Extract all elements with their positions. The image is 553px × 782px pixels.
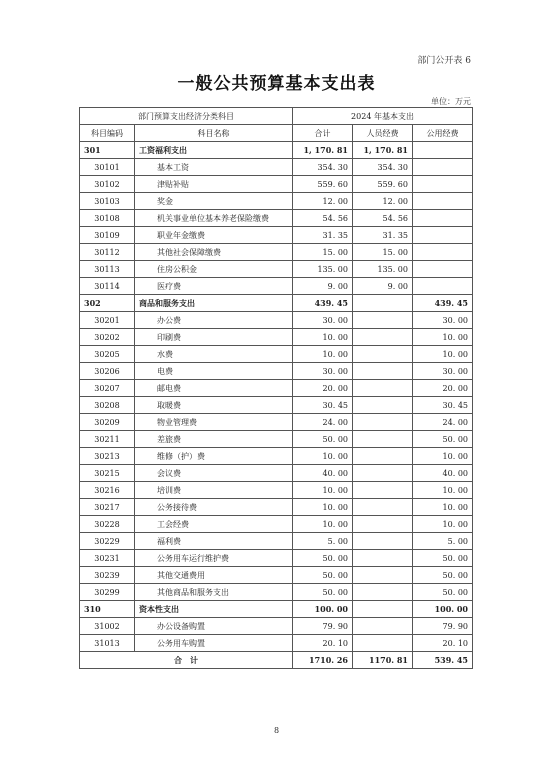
table-row bbox=[80, 346, 473, 363]
row-code: 30209 bbox=[80, 414, 135, 431]
table-row bbox=[80, 244, 473, 261]
table-row bbox=[80, 312, 473, 329]
table-row bbox=[80, 329, 473, 346]
row-public: 50. 00 bbox=[413, 567, 473, 584]
table-row bbox=[80, 584, 473, 601]
row-code: 310 bbox=[80, 601, 135, 618]
row-name: 取暖费 bbox=[135, 397, 293, 414]
row-name: 商品和服务支出 bbox=[135, 295, 293, 312]
row-total: 54. 56 bbox=[293, 210, 353, 227]
page-number: 8 bbox=[273, 726, 280, 735]
table-row bbox=[80, 227, 473, 244]
row-personnel: 1, 170. 81 bbox=[353, 142, 413, 159]
header-name: 科目名称 bbox=[135, 125, 293, 142]
row-public: 439. 45 bbox=[413, 295, 473, 312]
table-row bbox=[80, 618, 473, 635]
row-personnel bbox=[353, 397, 413, 414]
row-total: 50. 00 bbox=[293, 431, 353, 448]
row-personnel bbox=[353, 414, 413, 431]
row-public: 40. 00 bbox=[413, 465, 473, 482]
row-total: 439. 45 bbox=[293, 295, 353, 312]
row-code: 30231 bbox=[80, 550, 135, 567]
row-personnel bbox=[353, 448, 413, 465]
row-code: 30113 bbox=[80, 261, 135, 278]
row-name: 住房公积金 bbox=[135, 261, 293, 278]
row-personnel bbox=[353, 567, 413, 584]
unit-label: 单位：万元 bbox=[431, 97, 471, 106]
row-personnel: 559. 60 bbox=[353, 176, 413, 193]
row-personnel bbox=[353, 550, 413, 567]
row-code: 30109 bbox=[80, 227, 135, 244]
row-total: 40. 00 bbox=[293, 465, 353, 482]
table-row bbox=[80, 261, 473, 278]
row-total: 9. 00 bbox=[293, 278, 353, 295]
row-name: 培训费 bbox=[135, 482, 293, 499]
row-code: 302 bbox=[80, 295, 135, 312]
table-row bbox=[80, 414, 473, 431]
row-name: 差旅费 bbox=[135, 431, 293, 448]
row-name: 邮电费 bbox=[135, 380, 293, 397]
row-code: 30208 bbox=[80, 397, 135, 414]
row-personnel bbox=[353, 431, 413, 448]
row-personnel bbox=[353, 635, 413, 652]
table-row bbox=[80, 601, 473, 618]
row-name: 水费 bbox=[135, 346, 293, 363]
header-row-group bbox=[80, 108, 473, 125]
row-total: 10. 00 bbox=[293, 346, 353, 363]
row-personnel bbox=[353, 533, 413, 550]
row-public: 20. 10 bbox=[413, 635, 473, 652]
row-public bbox=[413, 159, 473, 176]
header-public: 公用经费 bbox=[413, 125, 473, 142]
total-label: 合 计 bbox=[80, 652, 293, 669]
row-name: 电费 bbox=[135, 363, 293, 380]
row-public bbox=[413, 278, 473, 295]
row-personnel bbox=[353, 499, 413, 516]
total-sum: 1710. 26 bbox=[293, 652, 353, 669]
row-personnel bbox=[353, 363, 413, 380]
row-total: 20. 00 bbox=[293, 380, 353, 397]
row-personnel: 31. 35 bbox=[353, 227, 413, 244]
row-name: 职业年金缴费 bbox=[135, 227, 293, 244]
table-row bbox=[80, 278, 473, 295]
row-code: 30239 bbox=[80, 567, 135, 584]
row-name: 医疗费 bbox=[135, 278, 293, 295]
row-code: 30217 bbox=[80, 499, 135, 516]
row-code: 30229 bbox=[80, 533, 135, 550]
row-code: 301 bbox=[80, 142, 135, 159]
table-row bbox=[80, 499, 473, 516]
row-personnel bbox=[353, 584, 413, 601]
row-code: 30211 bbox=[80, 431, 135, 448]
row-name: 工资福利支出 bbox=[135, 142, 293, 159]
row-name: 机关事业单位基本养老保险缴费 bbox=[135, 210, 293, 227]
row-public bbox=[413, 176, 473, 193]
total-row bbox=[80, 652, 473, 669]
row-code: 30201 bbox=[80, 312, 135, 329]
row-code: 30213 bbox=[80, 448, 135, 465]
table-row bbox=[80, 363, 473, 380]
table-row bbox=[80, 210, 473, 227]
row-personnel bbox=[353, 618, 413, 635]
page-title: 一般公共预算基本支出表 bbox=[177, 74, 376, 94]
row-total: 50. 00 bbox=[293, 550, 353, 567]
table-row bbox=[80, 159, 473, 176]
row-total: 1, 170. 81 bbox=[293, 142, 353, 159]
row-public: 20. 00 bbox=[413, 380, 473, 397]
row-code: 30228 bbox=[80, 516, 135, 533]
row-code: 30299 bbox=[80, 584, 135, 601]
row-total: 10. 00 bbox=[293, 448, 353, 465]
row-name: 津贴补贴 bbox=[135, 176, 293, 193]
row-total: 30. 00 bbox=[293, 363, 353, 380]
row-name: 其他交通费用 bbox=[135, 567, 293, 584]
row-code: 30205 bbox=[80, 346, 135, 363]
row-name: 维修（护）费 bbox=[135, 448, 293, 465]
table-row bbox=[80, 516, 473, 533]
row-name: 印刷费 bbox=[135, 329, 293, 346]
row-public bbox=[413, 261, 473, 278]
row-personnel: 9. 00 bbox=[353, 278, 413, 295]
row-code: 30103 bbox=[80, 193, 135, 210]
row-public: 79. 90 bbox=[413, 618, 473, 635]
table-row bbox=[80, 635, 473, 652]
row-name: 其他商品和服务支出 bbox=[135, 584, 293, 601]
row-public bbox=[413, 227, 473, 244]
row-name: 其他社会保障缴费 bbox=[135, 244, 293, 261]
row-total: 10. 00 bbox=[293, 482, 353, 499]
header-row-columns bbox=[80, 125, 473, 142]
row-code: 30102 bbox=[80, 176, 135, 193]
row-name: 资本性支出 bbox=[135, 601, 293, 618]
table-row bbox=[80, 567, 473, 584]
row-public: 10. 00 bbox=[413, 346, 473, 363]
row-name: 办公费 bbox=[135, 312, 293, 329]
row-name: 办公设备购置 bbox=[135, 618, 293, 635]
row-total: 5. 00 bbox=[293, 533, 353, 550]
row-public: 50. 00 bbox=[413, 550, 473, 567]
row-code: 30206 bbox=[80, 363, 135, 380]
row-public bbox=[413, 142, 473, 159]
row-public: 5. 00 bbox=[413, 533, 473, 550]
row-public: 24. 00 bbox=[413, 414, 473, 431]
row-code: 30202 bbox=[80, 329, 135, 346]
row-personnel bbox=[353, 312, 413, 329]
table-row bbox=[80, 295, 473, 312]
row-personnel bbox=[353, 482, 413, 499]
row-public bbox=[413, 244, 473, 261]
row-name: 福利费 bbox=[135, 533, 293, 550]
row-code: 30216 bbox=[80, 482, 135, 499]
row-public: 50. 00 bbox=[413, 584, 473, 601]
row-total: 31. 35 bbox=[293, 227, 353, 244]
total-public: 539. 45 bbox=[413, 652, 473, 669]
row-public: 100. 00 bbox=[413, 601, 473, 618]
row-name: 工会经费 bbox=[135, 516, 293, 533]
row-name: 公务接待费 bbox=[135, 499, 293, 516]
row-personnel bbox=[353, 465, 413, 482]
table-row bbox=[80, 142, 473, 159]
row-total: 30. 00 bbox=[293, 312, 353, 329]
row-public: 10. 00 bbox=[413, 448, 473, 465]
header-group-right: 2024 年基本支出 bbox=[293, 108, 473, 125]
row-public bbox=[413, 210, 473, 227]
page-tag: 部门公开表 6 bbox=[417, 56, 471, 66]
header-total: 合计 bbox=[293, 125, 353, 142]
row-code: 30114 bbox=[80, 278, 135, 295]
header-code: 科目编码 bbox=[80, 125, 135, 142]
row-total: 559. 60 bbox=[293, 176, 353, 193]
row-name: 基本工资 bbox=[135, 159, 293, 176]
row-public: 10. 00 bbox=[413, 499, 473, 516]
row-code: 31013 bbox=[80, 635, 135, 652]
row-personnel bbox=[353, 601, 413, 618]
row-name: 物业管理费 bbox=[135, 414, 293, 431]
row-personnel: 354. 30 bbox=[353, 159, 413, 176]
row-code: 30112 bbox=[80, 244, 135, 261]
row-total: 79. 90 bbox=[293, 618, 353, 635]
row-personnel bbox=[353, 295, 413, 312]
row-public: 50. 00 bbox=[413, 431, 473, 448]
row-code: 30207 bbox=[80, 380, 135, 397]
row-public: 30. 00 bbox=[413, 312, 473, 329]
row-code: 30215 bbox=[80, 465, 135, 482]
row-personnel bbox=[353, 516, 413, 533]
row-name: 会议费 bbox=[135, 465, 293, 482]
row-name: 奖金 bbox=[135, 193, 293, 210]
table-row bbox=[80, 193, 473, 210]
row-total: 10. 00 bbox=[293, 499, 353, 516]
row-total: 10. 00 bbox=[293, 516, 353, 533]
row-code: 30108 bbox=[80, 210, 135, 227]
table-row bbox=[80, 176, 473, 193]
row-public: 30. 00 bbox=[413, 363, 473, 380]
row-personnel: 12. 00 bbox=[353, 193, 413, 210]
row-code: 30101 bbox=[80, 159, 135, 176]
row-total: 15. 00 bbox=[293, 244, 353, 261]
row-personnel bbox=[353, 380, 413, 397]
total-personnel: 1170. 81 bbox=[353, 652, 413, 669]
row-name: 公务用车运行维护费 bbox=[135, 550, 293, 567]
row-public: 10. 00 bbox=[413, 516, 473, 533]
row-personnel: 54. 56 bbox=[353, 210, 413, 227]
table-row bbox=[80, 380, 473, 397]
table-row bbox=[80, 465, 473, 482]
row-personnel: 15. 00 bbox=[353, 244, 413, 261]
row-total: 135. 00 bbox=[293, 261, 353, 278]
table-row bbox=[80, 482, 473, 499]
budget-table bbox=[79, 107, 473, 669]
row-public bbox=[413, 193, 473, 210]
row-total: 10. 00 bbox=[293, 329, 353, 346]
row-total: 100. 00 bbox=[293, 601, 353, 618]
row-personnel bbox=[353, 329, 413, 346]
row-total: 20. 10 bbox=[293, 635, 353, 652]
row-total: 50. 00 bbox=[293, 584, 353, 601]
row-total: 12. 00 bbox=[293, 193, 353, 210]
row-total: 30. 45 bbox=[293, 397, 353, 414]
table-row bbox=[80, 448, 473, 465]
row-total: 24. 00 bbox=[293, 414, 353, 431]
row-name: 公务用车购置 bbox=[135, 635, 293, 652]
header-group-left: 部门预算支出经济分类科目 bbox=[80, 108, 293, 125]
row-total: 354. 30 bbox=[293, 159, 353, 176]
row-public: 10. 00 bbox=[413, 329, 473, 346]
row-public: 10. 00 bbox=[413, 482, 473, 499]
table-row bbox=[80, 397, 473, 414]
table-row bbox=[80, 431, 473, 448]
row-total: 50. 00 bbox=[293, 567, 353, 584]
table-row bbox=[80, 550, 473, 567]
row-personnel bbox=[353, 346, 413, 363]
row-public: 30. 45 bbox=[413, 397, 473, 414]
header-personnel: 人员经费 bbox=[353, 125, 413, 142]
row-personnel: 135. 00 bbox=[353, 261, 413, 278]
table-row bbox=[80, 533, 473, 550]
row-code: 31002 bbox=[80, 618, 135, 635]
